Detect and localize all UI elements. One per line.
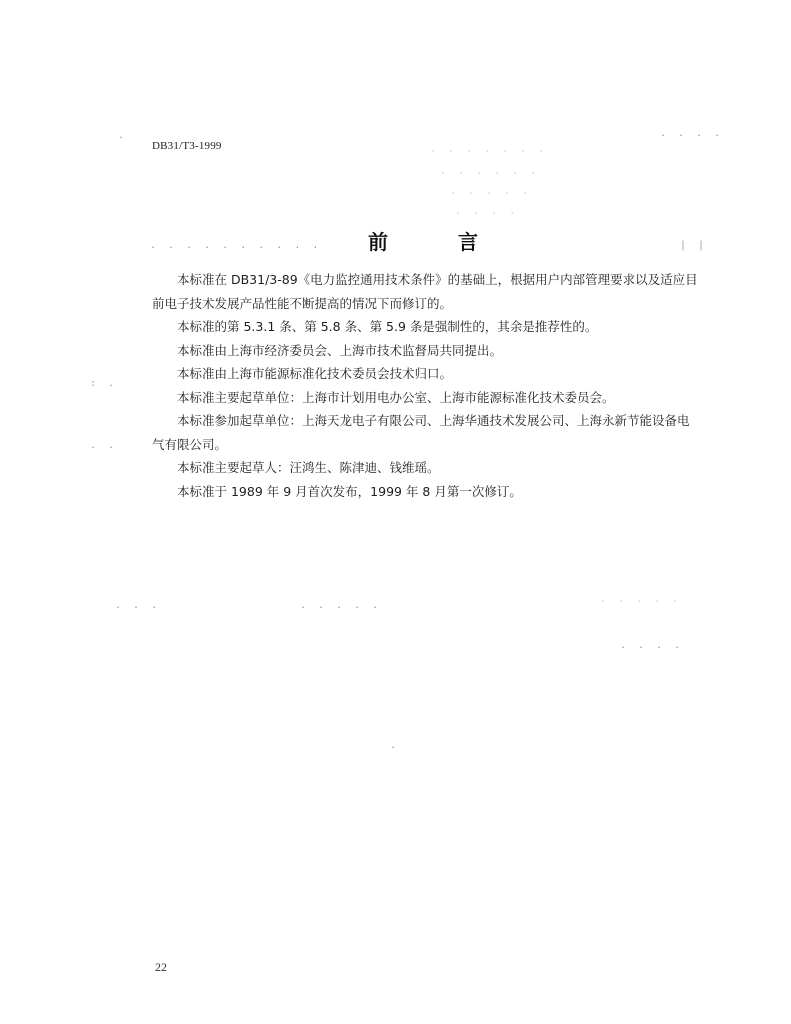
scan-artifact: ˙ ˙ ˙ ˙ ˙ (450, 192, 532, 203)
scan-artifact: | | (680, 240, 708, 251)
paragraph: 本标准参加起草单位：上海天龙电子有限公司、上海华通技术发展公司、上海永新节能设备电气有限公司。 (152, 413, 690, 452)
foreword-body (152, 268, 700, 503)
scan-artifact: . (118, 130, 128, 141)
paragraph: 本标准由上海市经济委员会、上海市技术监督局共同提出。 (177, 342, 503, 358)
paragraph: 本标准由上海市能源标准化技术委员会技术归口。 (177, 366, 453, 381)
scan-artifact: . . . . . . . . . . (150, 240, 322, 251)
scan-artifact: . . . (115, 600, 161, 611)
page-number: 22 (155, 960, 167, 974)
title-char-left: 前 (368, 230, 388, 254)
scan-artifact: . (390, 740, 400, 751)
paragraph: 本标准于 1989 年 9 月首次发布，1999 年 8 月第一次修订。 (177, 483, 522, 499)
standard-number: DB31/T3-1999 (152, 140, 222, 152)
paragraph: 本标准主要起草人：汪鸿生、陈津迪、钱维瑶。 (177, 460, 440, 475)
scan-artifact: ˙ ˙ ˙ ˙ ˙ ˙ (440, 172, 540, 183)
page-title (368, 226, 478, 255)
scan-artifact: : . (90, 378, 118, 389)
scan-artifact: . . . . (660, 128, 724, 139)
scan-artifact: . . (90, 440, 118, 451)
paragraph: 本标准在 DB31/3-89《电力监控通用技术条件》的基础上，根据用户内部管理要求以及适应目前电子技术发展产品性能不断提高的情况下而修订的。 (152, 272, 698, 311)
paragraph: 本标准主要起草单位：上海市计划用电办公室、上海市能源标准化技术委员会。 (177, 389, 615, 405)
paragraph: 本标准的第 5.3.1 条、第 5.8 条、第 5.9 条是强制性的，其余是推荐性的。 (177, 319, 598, 334)
scan-artifact: . . . . . (300, 600, 382, 611)
scan-artifact: ˙ ˙ ˙ ˙ (455, 212, 519, 223)
title-char-right: 言 (458, 230, 478, 254)
scan-artifact: ˙ ˙ ˙ ˙ ˙ (600, 600, 682, 611)
scan-artifact: ˙ ˙ ˙ ˙ ˙ ˙ ˙ (430, 150, 548, 161)
scan-artifact: . . . . (620, 640, 684, 651)
